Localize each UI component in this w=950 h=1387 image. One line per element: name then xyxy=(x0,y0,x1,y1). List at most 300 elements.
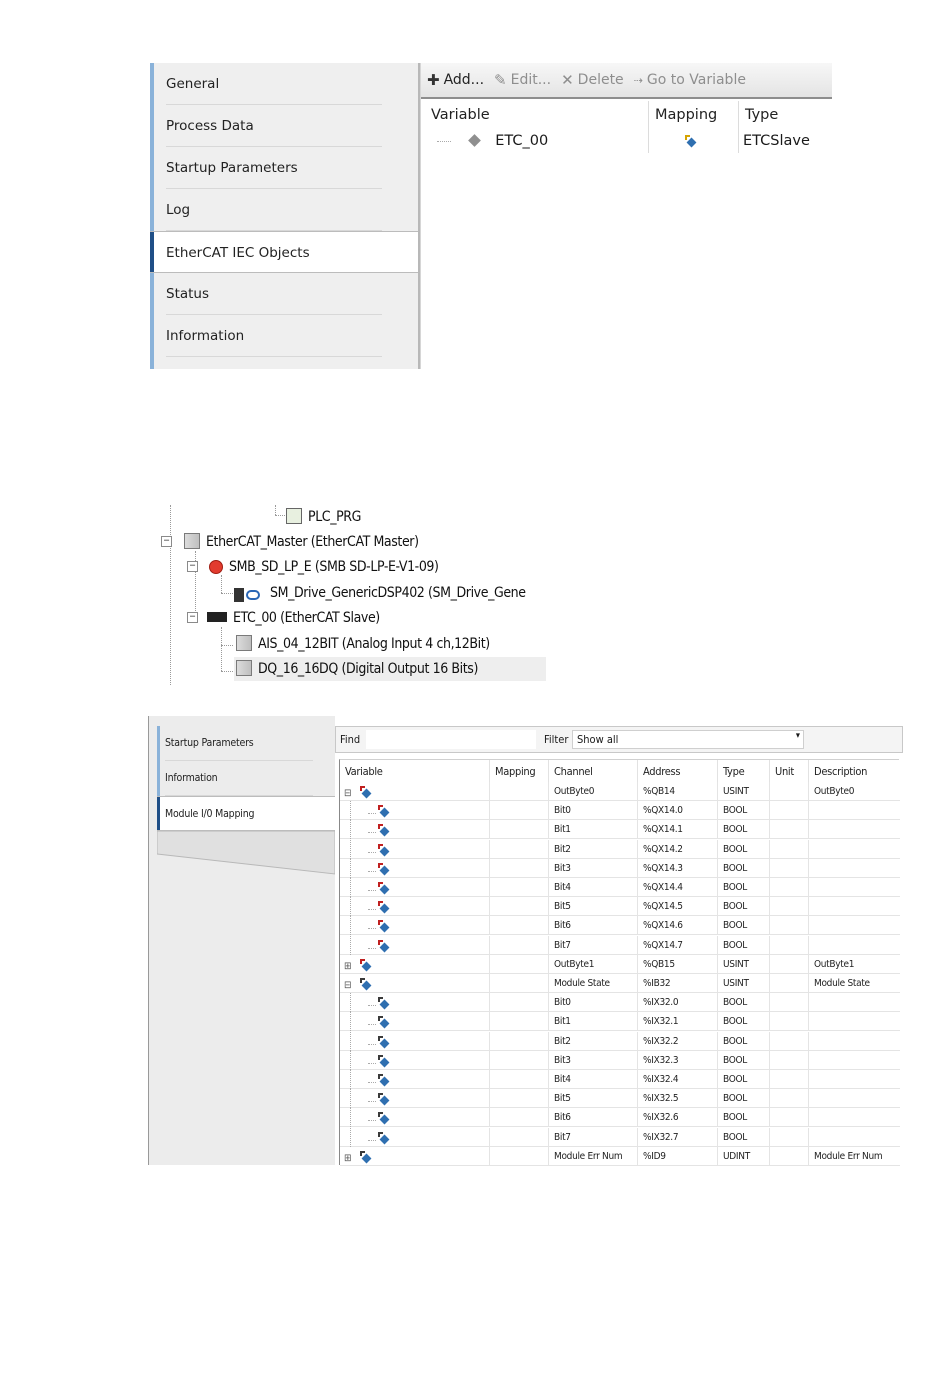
cell-type: BOOL xyxy=(718,1051,770,1070)
tree-item-etc-00[interactable] xyxy=(207,606,380,630)
tree-item-smb-sd-lp-e[interactable] xyxy=(209,555,439,579)
table-row[interactable] xyxy=(340,1089,900,1108)
collapse-toggle[interactable]: ⊟ xyxy=(344,788,352,799)
tree-connector xyxy=(350,916,379,935)
cell-address: %IX32.1 xyxy=(638,1012,718,1031)
cell-unit xyxy=(770,916,809,935)
output-channel-icon xyxy=(378,882,388,892)
cell-unit xyxy=(770,955,809,974)
mapping-icon xyxy=(685,135,695,145)
table-row[interactable] xyxy=(340,820,900,839)
expand-toggle[interactable]: ⊞ xyxy=(344,1152,352,1164)
cell-description xyxy=(809,820,900,839)
cell-mapping[interactable] xyxy=(490,974,549,993)
cell-description: Module State xyxy=(814,978,870,989)
table-row[interactable] xyxy=(340,1070,900,1089)
cell-variable[interactable] xyxy=(340,782,490,801)
input-channel-icon xyxy=(378,997,388,1007)
cell-description xyxy=(809,859,900,878)
table-row-type-cell: ETCSlave xyxy=(743,133,810,149)
cell-unit xyxy=(770,974,809,993)
go-to-variable-label: Go to Variable xyxy=(646,72,746,88)
input-channel-icon xyxy=(378,1112,388,1122)
tree-item-ethercat-master[interactable] xyxy=(184,530,419,554)
cell-address: %IX32.7 xyxy=(638,1128,718,1147)
tree-item-ais-04[interactable] xyxy=(236,632,490,656)
table-row[interactable] xyxy=(340,840,900,859)
cell-variable[interactable] xyxy=(340,1012,490,1031)
output-channel-icon xyxy=(378,844,388,854)
cell-unit xyxy=(770,820,809,839)
cell-variable[interactable] xyxy=(340,1089,490,1108)
cell-variable[interactable] xyxy=(340,1070,490,1089)
cell-unit xyxy=(770,1128,809,1147)
cell-description xyxy=(809,1070,900,1089)
cell-address: %QB14 xyxy=(638,782,718,801)
cell-address: %QX14.2 xyxy=(638,840,718,859)
cell-mapping[interactable] xyxy=(490,840,549,859)
cell-unit xyxy=(770,897,809,916)
dropdown-arrow-icon: ▾ xyxy=(795,731,800,741)
cell-type: UDINT xyxy=(718,1147,770,1166)
io-mapping-grid xyxy=(339,759,899,1165)
table-row[interactable] xyxy=(340,897,900,916)
tree-line xyxy=(275,505,276,515)
tree-connector xyxy=(368,909,376,910)
nav-item-label: EtherCAT IEC Objects xyxy=(166,245,310,261)
tree-connector xyxy=(368,1024,376,1025)
tree-connector xyxy=(368,832,376,833)
cell-description xyxy=(809,1032,900,1051)
tree-connector xyxy=(350,801,379,820)
cell-type: BOOL xyxy=(718,897,770,916)
cell-variable[interactable] xyxy=(340,840,490,859)
column-header-mapping[interactable]: Mapping xyxy=(649,101,739,129)
tree-connector xyxy=(350,859,379,878)
cell-description xyxy=(809,878,900,897)
cell-variable[interactable] xyxy=(340,1051,490,1070)
edit-icon: ✎ xyxy=(494,71,507,89)
table-row-variable-cell[interactable] xyxy=(425,129,649,153)
table-row[interactable] xyxy=(340,1032,900,1051)
tree-item-label: SM_Drive_GenericDSP402 (SM_Drive_Gene xyxy=(270,585,526,601)
cell-variable[interactable] xyxy=(340,897,490,916)
table-row[interactable] xyxy=(340,974,900,993)
tree-connector xyxy=(368,852,376,853)
cell-type: BOOL xyxy=(718,878,770,897)
input-channel-icon xyxy=(378,1036,388,1046)
tree-connector xyxy=(368,928,376,929)
cell-channel: Bit2 xyxy=(549,1032,638,1051)
nav-item-label: Process Data xyxy=(166,118,254,134)
filter-select[interactable] xyxy=(572,730,804,749)
cell-type: USINT xyxy=(718,974,770,993)
cell-variable[interactable] xyxy=(340,1128,490,1147)
tree-connector xyxy=(368,1044,376,1045)
find-filter-bar xyxy=(335,726,903,753)
cell-mapping[interactable] xyxy=(490,936,549,955)
tree-item-plc-prg[interactable] xyxy=(286,505,361,529)
tree-connector xyxy=(350,1051,379,1070)
tree-connector xyxy=(368,1005,376,1006)
cell-description: OutByte1 xyxy=(814,958,855,970)
cell-unit xyxy=(770,993,809,1012)
plus-icon: ✚ xyxy=(427,71,440,89)
table-row[interactable] xyxy=(340,936,900,955)
cell-type: BOOL xyxy=(718,1108,770,1127)
nav-item-status[interactable] xyxy=(150,273,418,315)
tree-item-label: AIS_04_12BIT (Analog Input 4 ch,12Bit) xyxy=(258,636,490,652)
cell-description xyxy=(809,897,900,916)
cell-channel: Bit0 xyxy=(549,801,638,820)
cell-mapping[interactable] xyxy=(490,1070,549,1089)
cell-description xyxy=(809,916,900,935)
variable-name: ETC_00 xyxy=(495,133,549,149)
output-channel-icon xyxy=(378,805,388,815)
tree-item-label: SMB_SD_LP_E (SMB SD-LP-E-V1-09) xyxy=(229,559,439,575)
column-header-address[interactable]: Address xyxy=(638,760,718,782)
cell-variable[interactable] xyxy=(340,1147,490,1166)
tree-connector xyxy=(368,1063,376,1064)
tree-connector xyxy=(350,1012,379,1031)
cell-unit xyxy=(770,1089,809,1108)
table-row[interactable] xyxy=(340,1147,900,1166)
tree-connector xyxy=(368,1101,376,1102)
tree-connector xyxy=(368,1082,376,1083)
tree-connector xyxy=(350,878,379,897)
cell-channel: Bit4 xyxy=(549,878,638,897)
tree-connector xyxy=(350,1032,379,1051)
cell-mapping[interactable] xyxy=(490,878,549,897)
cell-unit xyxy=(770,1108,809,1127)
nav-item-information[interactable] xyxy=(150,315,418,357)
cell-variable[interactable] xyxy=(340,801,490,820)
cell-variable[interactable] xyxy=(340,1108,490,1127)
find-label: Find xyxy=(340,733,361,746)
add-button-label: Add... xyxy=(443,72,485,88)
cell-type: BOOL xyxy=(718,1128,770,1147)
cell-variable[interactable] xyxy=(340,916,490,935)
cell-description xyxy=(809,840,900,859)
delete-x-icon: ✕ xyxy=(561,71,574,89)
collapse-toggle[interactable]: − xyxy=(187,561,198,572)
input-channel-icon xyxy=(360,978,370,988)
filter-label: Filter xyxy=(544,733,569,746)
collapse-toggle[interactable]: − xyxy=(161,536,172,547)
tab-startup-parameters[interactable] xyxy=(157,726,335,761)
cell-channel: Bit5 xyxy=(549,1089,638,1108)
cell-type: BOOL xyxy=(718,1032,770,1051)
find-input[interactable] xyxy=(366,730,536,749)
output-channel-icon xyxy=(378,824,388,834)
cell-variable[interactable] xyxy=(340,955,490,974)
add-button[interactable] xyxy=(427,71,484,89)
tree-connector xyxy=(368,871,376,872)
cell-variable[interactable] xyxy=(340,820,490,839)
input-channel-icon xyxy=(378,1132,388,1142)
tree-connector xyxy=(350,1128,379,1147)
table-row[interactable] xyxy=(340,782,900,801)
cell-description xyxy=(809,993,900,1012)
output-channel-icon xyxy=(360,959,370,969)
cell-mapping[interactable] xyxy=(490,859,549,878)
nav-item-label: Startup Parameters xyxy=(166,160,298,176)
cell-type: BOOL xyxy=(718,1070,770,1089)
nav-item-label: Log xyxy=(166,202,191,218)
iec-objects-toolbar xyxy=(421,63,832,99)
sidebar-fold-shape xyxy=(157,831,336,891)
cell-description xyxy=(809,1108,900,1127)
edit-button-label: Edit... xyxy=(510,72,552,88)
cell-channel: Module Err Num xyxy=(549,1147,638,1166)
tree-connector xyxy=(350,1089,379,1108)
tree-connector xyxy=(437,141,451,142)
table-row[interactable] xyxy=(340,859,900,878)
cell-channel: Bit6 xyxy=(549,916,638,935)
device-editor-panel xyxy=(150,63,831,369)
cell-unit xyxy=(770,1051,809,1070)
cell-description xyxy=(809,801,900,820)
cell-type: BOOL xyxy=(718,916,770,935)
tab-label: Module I/0 Mapping xyxy=(165,808,255,820)
tree-line xyxy=(221,627,222,671)
cell-mapping[interactable] xyxy=(490,897,549,916)
cell-mapping[interactable] xyxy=(490,993,549,1012)
cell-channel: Bit7 xyxy=(549,936,638,955)
tree-connector xyxy=(368,813,376,814)
filter-select-value: Show all xyxy=(577,733,619,746)
device-tree xyxy=(160,505,545,685)
cell-channel: Bit5 xyxy=(549,897,638,916)
cell-unit xyxy=(770,801,809,820)
cell-variable[interactable] xyxy=(340,936,490,955)
nav-item-label: Status xyxy=(166,286,210,302)
tree-connector xyxy=(368,1120,376,1121)
table-row[interactable] xyxy=(340,801,900,820)
cell-channel: Bit3 xyxy=(549,1051,638,1070)
module-icon xyxy=(236,660,252,676)
tree-connector xyxy=(368,948,376,949)
column-header-mapping[interactable]: Mapping xyxy=(490,760,549,782)
cell-unit xyxy=(770,1032,809,1051)
output-channel-icon xyxy=(378,901,388,911)
table-row[interactable] xyxy=(340,1012,900,1031)
tree-line xyxy=(221,671,233,672)
variable-icon xyxy=(468,134,481,147)
cell-description: Module Err Num xyxy=(814,1150,883,1162)
nav-item-ethercat-iec-objects[interactable] xyxy=(150,231,418,273)
table-row[interactable] xyxy=(340,993,900,1012)
column-header-variable[interactable]: Variable xyxy=(340,760,490,782)
cell-address: %QX14.3 xyxy=(638,859,718,878)
cell-address: %QX14.7 xyxy=(638,936,718,955)
tree-item-label: EtherCAT_Master (EtherCAT Master) xyxy=(206,534,419,550)
input-channel-icon xyxy=(360,1151,370,1161)
slave-device-icon xyxy=(207,612,227,622)
output-channel-icon xyxy=(360,786,370,796)
cell-channel: Bit4 xyxy=(549,1070,638,1089)
separator xyxy=(166,356,382,357)
cell-mapping[interactable] xyxy=(490,1051,549,1070)
module-editor-sidebar xyxy=(148,716,335,1165)
table-row[interactable] xyxy=(340,916,900,935)
tree-line xyxy=(170,505,171,685)
cell-description xyxy=(809,1128,900,1147)
cell-address: %IB32 xyxy=(638,974,718,993)
module-icon xyxy=(236,635,252,651)
cell-channel: Bit7 xyxy=(549,1128,638,1147)
cell-mapping[interactable] xyxy=(490,955,549,974)
tab-module-io-mapping[interactable] xyxy=(157,796,335,831)
master-device-icon xyxy=(184,533,200,549)
delete-button[interactable] xyxy=(561,71,624,89)
collapse-toggle[interactable]: − xyxy=(187,612,198,623)
cell-unit xyxy=(770,936,809,955)
drive-icon xyxy=(234,584,264,600)
go-to-variable-button[interactable] xyxy=(634,72,746,88)
edit-button[interactable] xyxy=(494,71,551,89)
tree-connector xyxy=(350,1108,379,1127)
nav-item-startup-parameters[interactable] xyxy=(150,147,418,189)
column-header-description[interactable]: Description xyxy=(814,765,868,778)
cell-type: BOOL xyxy=(718,993,770,1012)
iec-objects-view xyxy=(420,63,832,369)
delete-button-label: Delete xyxy=(577,72,624,88)
column-header-unit[interactable]: Unit xyxy=(770,760,809,782)
cell-mapping[interactable] xyxy=(490,1012,549,1031)
cell-channel: Bit2 xyxy=(549,840,638,859)
tree-item-dq-16[interactable] xyxy=(234,657,546,681)
tab-information[interactable] xyxy=(157,761,335,796)
tree-connector xyxy=(368,1140,376,1141)
table-row[interactable] xyxy=(340,1051,900,1070)
table-row-mapping-cell[interactable] xyxy=(649,129,739,153)
cell-description xyxy=(809,1089,900,1108)
table-row[interactable] xyxy=(340,955,900,974)
cell-channel: Bit3 xyxy=(549,859,638,878)
tree-item-label: DQ_16_16DQ (Digital Output 16 Bits) xyxy=(258,661,478,677)
output-channel-icon xyxy=(378,920,388,930)
cell-channel: Bit6 xyxy=(549,1108,638,1127)
nav-item-general[interactable] xyxy=(150,63,418,105)
cell-type: BOOL xyxy=(718,801,770,820)
io-mapping-view xyxy=(335,726,903,1165)
nav-item-process-data[interactable] xyxy=(150,105,418,147)
collapse-toggle[interactable]: ⊟ xyxy=(344,980,352,991)
cell-variable[interactable] xyxy=(340,859,490,878)
cell-channel: Bit0 xyxy=(549,993,638,1012)
cell-unit xyxy=(770,859,809,878)
cell-variable[interactable] xyxy=(340,974,490,993)
cell-mapping[interactable] xyxy=(490,820,549,839)
cell-address: %ID9 xyxy=(638,1147,718,1166)
input-channel-icon xyxy=(378,1016,388,1026)
cell-unit xyxy=(770,1070,809,1089)
tree-connector xyxy=(350,1070,379,1089)
cell-address: %IX32.0 xyxy=(638,993,718,1012)
column-header-channel[interactable]: Channel xyxy=(549,760,638,782)
cell-mapping[interactable] xyxy=(490,916,549,935)
tab-label: Information xyxy=(165,772,218,784)
cell-type: BOOL xyxy=(718,840,770,859)
cell-type: BOOL xyxy=(718,820,770,839)
tab-label: Startup Parameters xyxy=(165,737,254,749)
table-row[interactable] xyxy=(340,878,900,897)
cell-address: %QX14.1 xyxy=(638,820,718,839)
cell-type: USINT xyxy=(718,955,770,974)
tree-connector xyxy=(350,840,379,859)
cell-address: %IX32.2 xyxy=(638,1032,718,1051)
tree-connector xyxy=(350,993,379,1012)
tree-connector xyxy=(350,936,379,955)
nav-item-label: Information xyxy=(166,328,245,344)
cell-address: %QX14.0 xyxy=(638,801,718,820)
cell-description xyxy=(809,1012,900,1031)
tree-line xyxy=(221,593,233,594)
tree-connector xyxy=(368,890,376,891)
cell-channel: OutByte1 xyxy=(549,955,638,974)
output-channel-icon xyxy=(378,863,388,873)
cell-mapping[interactable] xyxy=(490,801,549,820)
cell-description xyxy=(809,936,900,955)
table-row[interactable] xyxy=(340,1108,900,1127)
cell-variable[interactable] xyxy=(340,993,490,1012)
tree-line xyxy=(275,515,285,516)
cell-unit xyxy=(770,878,809,897)
cell-address: %QB15 xyxy=(638,955,718,974)
input-channel-icon xyxy=(378,1055,388,1065)
cell-address: %IX32.6 xyxy=(638,1108,718,1127)
cell-address: %IX32.4 xyxy=(638,1070,718,1089)
cell-mapping[interactable] xyxy=(490,1032,549,1051)
cell-address: %IX32.5 xyxy=(638,1089,718,1108)
cell-unit xyxy=(770,1012,809,1031)
cell-channel: Module State xyxy=(549,974,638,993)
cell-address: %IX32.3 xyxy=(638,1051,718,1070)
cell-type: BOOL xyxy=(718,859,770,878)
cell-mapping[interactable] xyxy=(490,1108,549,1127)
cell-unit xyxy=(770,840,809,859)
cell-description xyxy=(809,1051,900,1070)
output-channel-icon xyxy=(378,940,388,950)
cell-mapping[interactable] xyxy=(490,1128,549,1147)
table-row[interactable] xyxy=(340,1128,900,1147)
editor-nav-sidebar xyxy=(150,63,420,369)
nav-item-label: General xyxy=(166,76,220,92)
input-channel-icon xyxy=(378,1093,388,1103)
tree-item-label: PLC_PRG xyxy=(308,509,362,525)
nav-item-log[interactable] xyxy=(150,189,418,231)
cell-address: %QX14.5 xyxy=(638,897,718,916)
tree-connector xyxy=(350,897,379,916)
cell-type: BOOL xyxy=(718,1012,770,1031)
cell-variable[interactable] xyxy=(340,1032,490,1051)
cell-variable[interactable] xyxy=(340,878,490,897)
cell-address: %QX14.4 xyxy=(638,878,718,897)
tree-item-sm-drive[interactable] xyxy=(234,581,526,605)
cell-channel: OutByte0 xyxy=(549,782,638,801)
cell-unit xyxy=(770,782,809,801)
cell-mapping[interactable] xyxy=(490,1147,549,1166)
cell-mapping[interactable] xyxy=(490,782,549,801)
expand-toggle[interactable]: ⊞ xyxy=(344,960,352,972)
cell-mapping[interactable] xyxy=(490,1089,549,1108)
column-header-variable[interactable]: Variable xyxy=(425,101,649,129)
column-header-type[interactable]: Type xyxy=(745,107,779,123)
column-header-type[interactable]: Type xyxy=(718,760,770,782)
cell-unit xyxy=(770,1147,809,1166)
cell-address: %QX14.6 xyxy=(638,916,718,935)
